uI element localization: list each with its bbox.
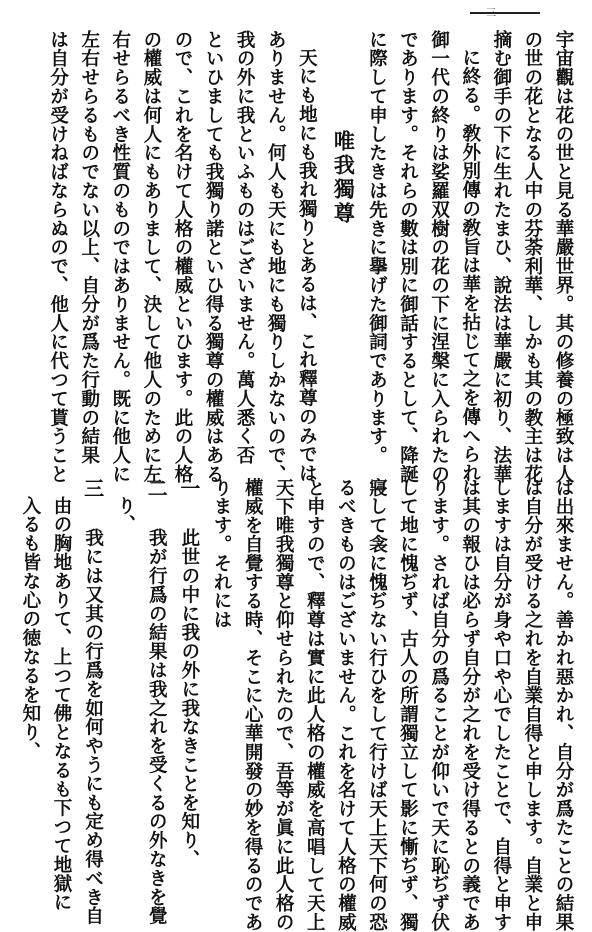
item-number: 三 <box>80 478 105 499</box>
numbered-item-3 <box>80 478 105 926</box>
text-column: 右せらるべき性質のものではありません。既に他人に <box>109 30 131 484</box>
text-column: 寢して衾に愧ぢない行ひをして行けば天上天下何の恐 <box>366 478 388 932</box>
page-number: ―三― <box>476 8 506 19</box>
item-number: 一 <box>176 478 201 499</box>
text-column: の世の花となる人中の芬荼利華、しかも其の教主は花 <box>521 30 543 484</box>
text-column: は其の報ひは必らず自分が之れを受け得るとの義であ <box>459 478 481 932</box>
item-continuation: り、 <box>114 496 136 534</box>
item-text: 我には又其の行爲を如何やうにも定め得べき自 <box>82 528 104 926</box>
text-column: といひましても我獨り諾といひ得る獨尊の權威はある <box>203 30 225 484</box>
text-column: 權威を自覺する時、そこに心華開發の妙を得るのであ <box>242 478 264 932</box>
text-column: ので、これを名けて人格の權威といひます。此の人格 <box>171 30 193 484</box>
item-text: 此世の中に我の外に我なきことを知り、 <box>178 528 200 869</box>
text-column: 我の外に我といふものはございません。萬人悉く否 <box>234 30 256 465</box>
text-column: ります。それには <box>210 478 232 630</box>
text-column: は自分が受けねばならぬので、他人に代つて貰うこと <box>47 30 69 484</box>
item-number: 二 <box>144 478 169 499</box>
text-column: 宇宙觀は花の世と見る華嚴世界。其の修養の極致は人 <box>553 30 574 484</box>
text-column: ります。されば自分の爲ることが仰いで天に恥ぢず伏 <box>428 478 450 932</box>
item-continuation: 由の胸地ありて、上つて佛となるも下つて地獄に <box>51 496 72 912</box>
text-column: と申すので、釋尊は實に此人格の權威を高唱して天上 <box>304 478 326 932</box>
lower-text-block <box>12 478 574 932</box>
item-text: 我が行爲の結果は我之れを受くるの外なきを覺 <box>146 528 168 926</box>
section-heading: 唯我獨尊 <box>331 130 357 226</box>
text-column: 左右せらるものでない以上、自分が爲た行動の結果 <box>78 30 100 465</box>
numbered-item-2 <box>144 478 169 926</box>
text-column: の權威は何人にもありまして、決して他人のために左 <box>140 30 162 484</box>
text-column: に際して申したきは先きに擧げた御詞であります。 <box>366 30 388 465</box>
text-column: しますは自分が身や口や心でしたことで、自得と申す <box>490 478 512 932</box>
text-column: ありません。何人も天にも地にも獨りしかないので、 <box>265 30 287 484</box>
text-column: 御一代の終りは娑羅双樹の花の下に涅槃に入られたの <box>428 30 450 484</box>
text-column: であります。それらの數は別に御話するとして、降誕 <box>397 30 419 484</box>
upper-text-block <box>12 30 574 484</box>
numbered-item-1 <box>176 478 201 908</box>
text-column: 摘む御手の下に生れたまひ、說法は華嚴に初り、法華 <box>490 30 512 484</box>
text-column: して地に愧ぢず、古人の所謂獨立して影に慚ぢず、獨 <box>397 478 419 932</box>
item-continuation: 入るも皆な心の徳なるを知り、 <box>19 496 41 761</box>
text-column: 天下唯我獨尊と仰せられたので、吾等が眞に此人格の <box>273 478 295 932</box>
text-column: は自分が受ける之れを自業自得と申します。自業と申 <box>521 478 543 932</box>
text-column: るべきものはございません。これを名けて人格の權威 <box>335 478 357 932</box>
text-column: に終る。敎外別傳の敎旨は華を拈じて之を傳へられ <box>459 48 481 483</box>
text-column: は出來ません。善かれ惡かれ、自分が爲たことの結果 <box>553 478 574 932</box>
text-column: 天にも地にも我れ獨りとあるは、これ釋尊のみでは <box>296 48 318 483</box>
